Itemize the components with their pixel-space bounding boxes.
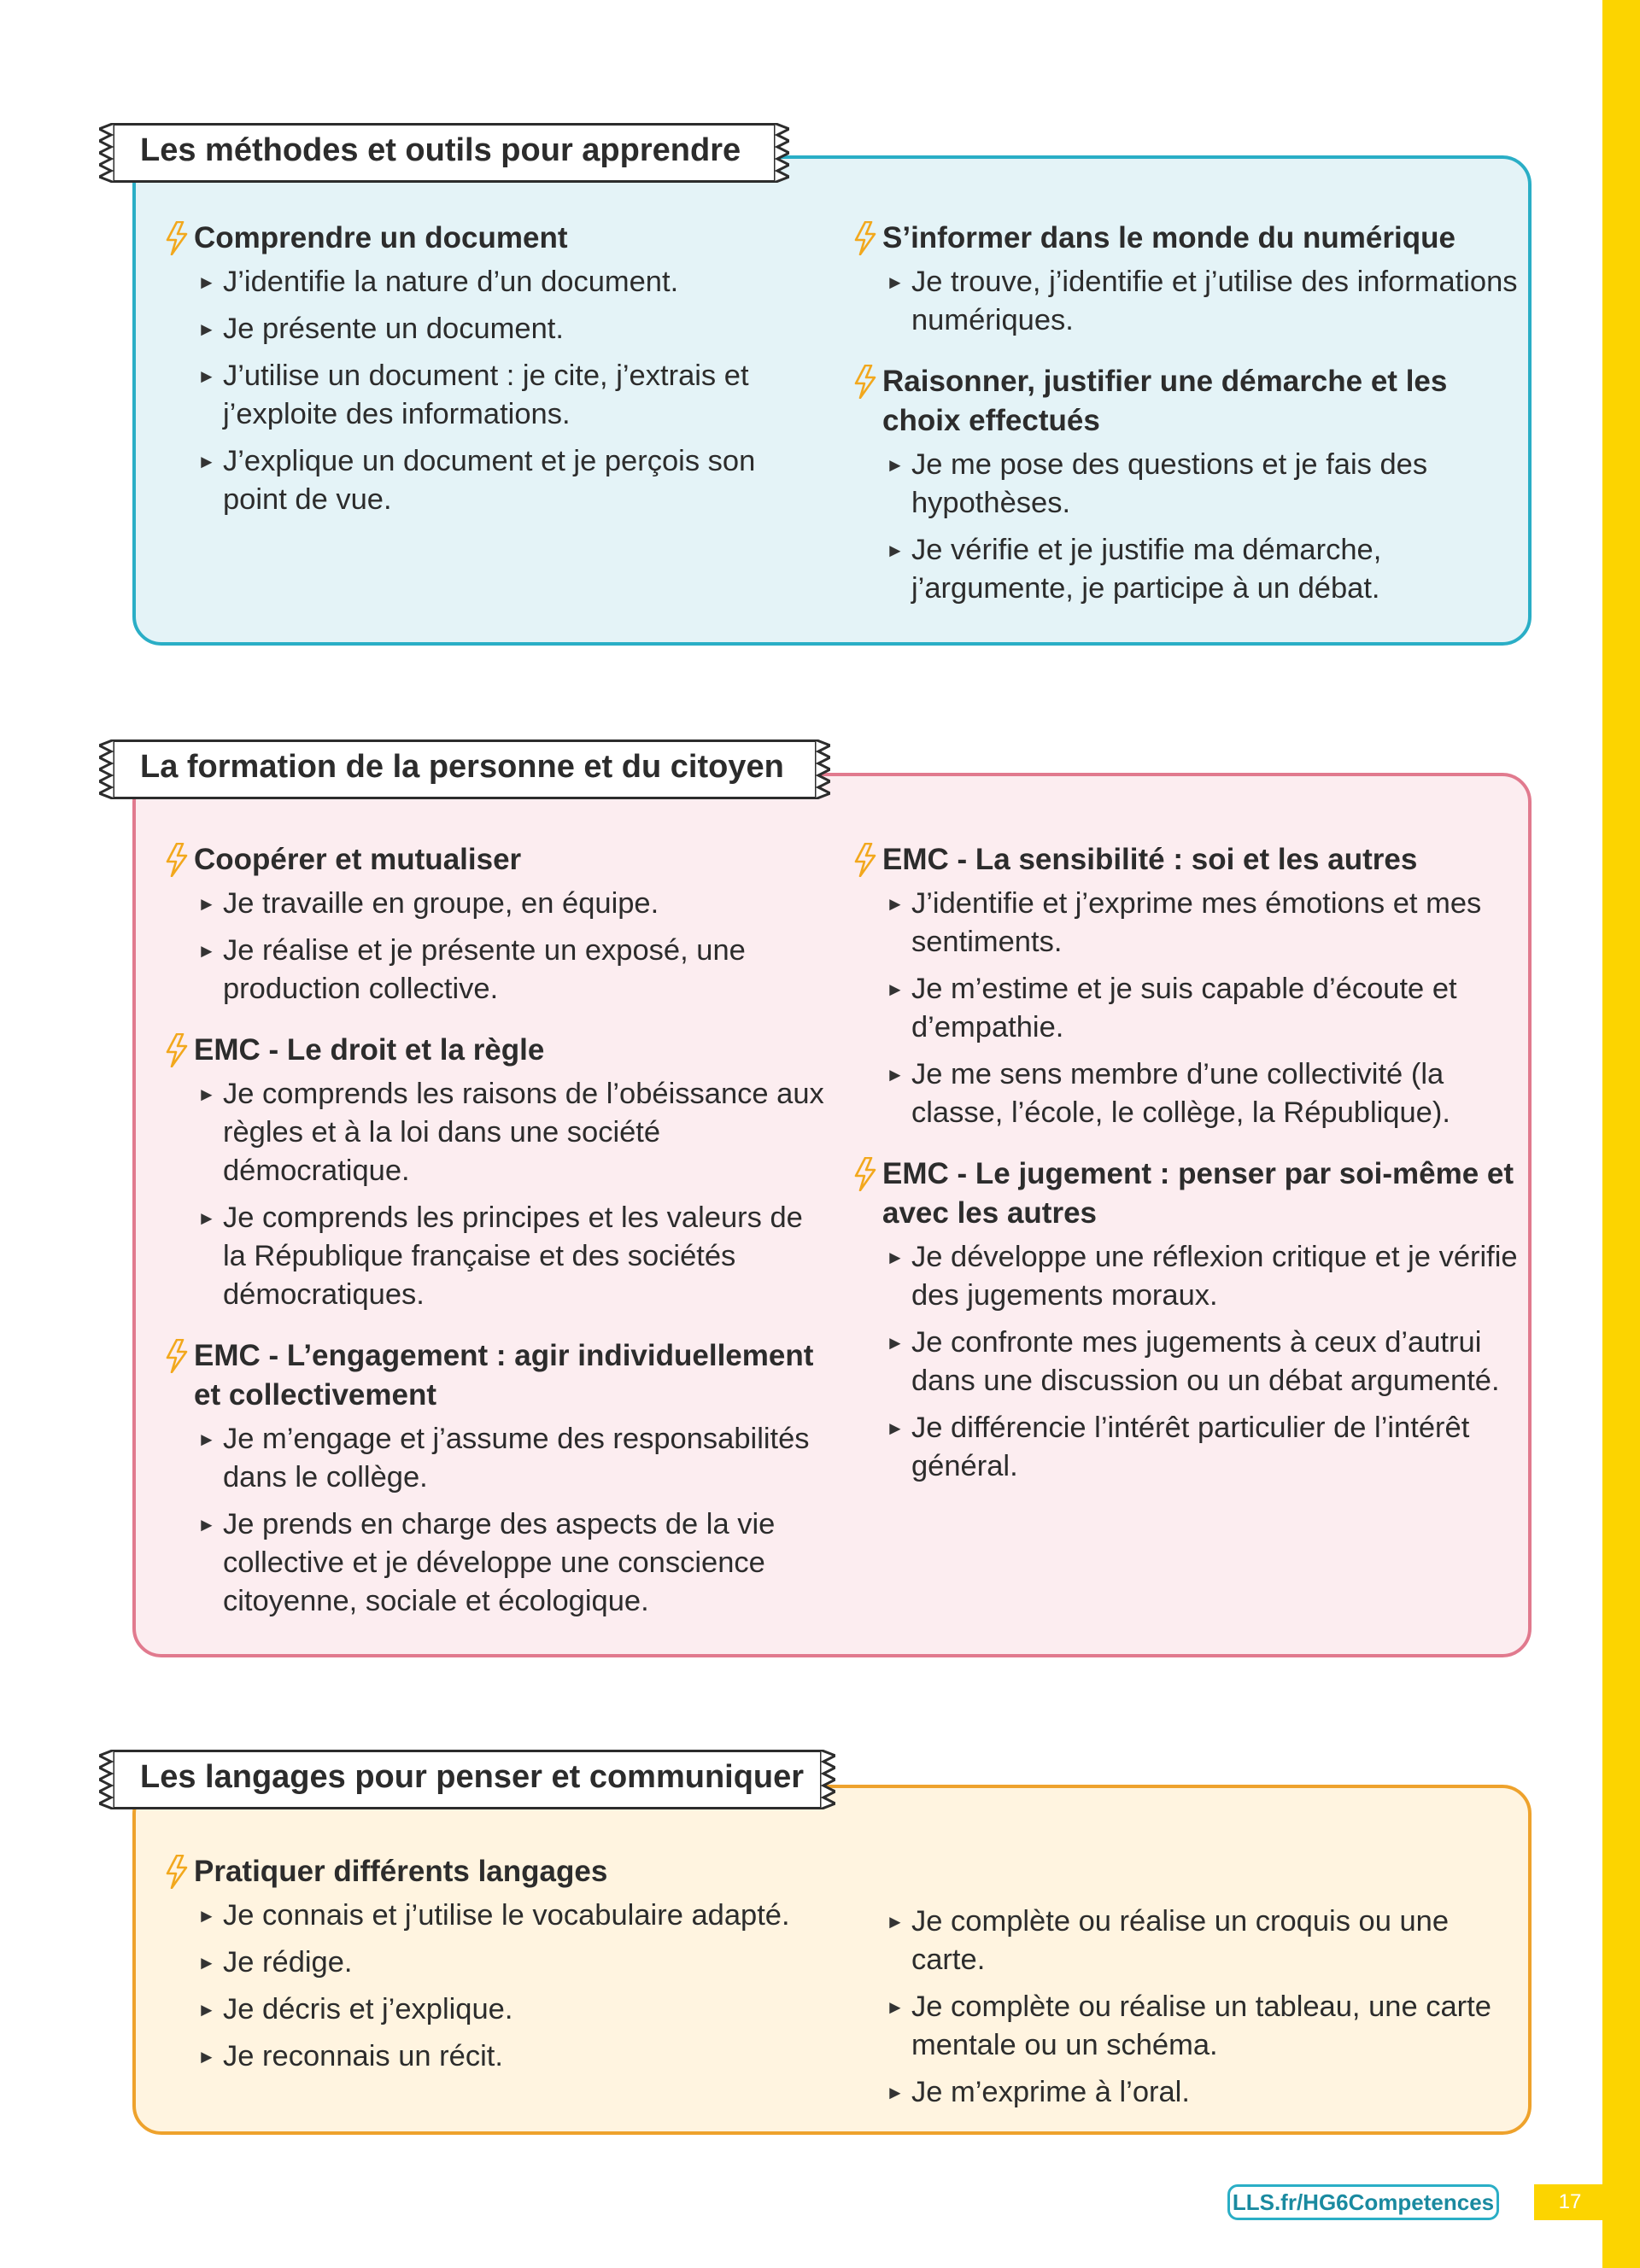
competence-group-title-text: Raisonner, justifier une démarche et les choix effectués xyxy=(882,365,1448,437)
competence-item xyxy=(197,1420,831,1497)
competence-item-text: Je différencie l’intérêt particulier de l’intérêt général. xyxy=(911,1412,1470,1482)
competence-item xyxy=(197,263,814,301)
competence-group-title xyxy=(165,1336,831,1415)
lightning-icon xyxy=(165,843,189,877)
section-citizen-title-banner xyxy=(111,739,818,799)
section-methods-title-banner xyxy=(111,123,777,183)
competence-item xyxy=(197,2037,831,2076)
competence-group-title-text: Comprendre un document xyxy=(194,221,568,254)
competence-list xyxy=(165,1897,831,2076)
competence-group-title xyxy=(853,1154,1520,1233)
arrow-bullet-icon: ► xyxy=(197,451,216,472)
competence-item-text: Je rédige. xyxy=(223,1946,353,1979)
competence-item xyxy=(197,1199,831,1314)
zigzag-edge-icon xyxy=(774,123,789,183)
competence-group-title-text: EMC - La sensibilité : soi et les autres xyxy=(882,843,1418,876)
competence-group xyxy=(165,1031,831,1314)
competence-list xyxy=(853,1903,1520,2112)
arrow-bullet-icon: ► xyxy=(886,1247,905,1268)
competence-item-text: J’utilise un document : je cite, j’extrais et j’exploite des informations. xyxy=(223,359,749,430)
section-languages-title-banner xyxy=(111,1750,823,1809)
competence-item xyxy=(886,531,1520,608)
competence-item xyxy=(886,1988,1520,2065)
arrow-bullet-icon: ► xyxy=(886,1996,905,2018)
competence-item-text: Je travaille en groupe, en équipe. xyxy=(223,887,659,920)
competence-item xyxy=(197,1075,831,1190)
lightning-icon xyxy=(853,843,877,877)
competence-item xyxy=(197,885,831,923)
competence-item-text: Je complète ou réalise un croquis ou une carte. xyxy=(911,1905,1450,1976)
lightning-icon xyxy=(165,1339,189,1373)
competence-group-title-text: Coopérer et mutualiser xyxy=(194,843,522,876)
competence-item xyxy=(886,1238,1520,1315)
competence-item-text: Je m’estime et je suis capable d’écoute et d’empathie. xyxy=(911,973,1457,1043)
competence-item xyxy=(197,932,831,1008)
competence-group-title xyxy=(853,219,1520,258)
zigzag-edge-icon xyxy=(99,123,114,183)
section-citizen-left-column xyxy=(165,840,831,1643)
competence-item xyxy=(197,357,814,434)
competence-item-text: Je présente un document. xyxy=(223,313,564,345)
competence-list xyxy=(853,885,1520,1132)
competence-group xyxy=(165,1336,831,1621)
competence-list xyxy=(165,263,814,519)
lightning-icon xyxy=(165,221,189,255)
competence-group xyxy=(853,1903,1520,2112)
competence-group-title xyxy=(853,362,1520,441)
competence-group-title-text: Pratiquer différents langages xyxy=(194,1855,608,1888)
competence-item-text: Je confronte mes jugements à ceux d’autrui dans une discussion ou un débat argumenté. xyxy=(911,1326,1500,1397)
competence-group-title-text: EMC - L’engagement : agir individuellement et collectivement xyxy=(194,1339,814,1412)
lightning-icon xyxy=(165,1855,189,1889)
competence-item xyxy=(886,446,1520,523)
competence-item xyxy=(197,310,814,348)
arrow-bullet-icon: ► xyxy=(886,540,905,561)
competence-group xyxy=(165,1852,831,2076)
page-number: 17 xyxy=(1534,2184,1606,2220)
competence-item-text: Je me sens membre d’une collectivité (la classe, l’école, le collège, la République). xyxy=(911,1058,1450,1129)
competence-item xyxy=(886,1055,1520,1132)
competence-item-text: Je comprends les principes et les valeurs de la République française et des sociétés démocratiques. xyxy=(223,1201,803,1311)
competence-item-text: Je prends en charge des aspects de la vie collective et je développe une conscience citoyenne, sociale et écologique. xyxy=(223,1508,776,1617)
competence-list xyxy=(853,1238,1520,1486)
section-methods-left-column xyxy=(165,219,814,541)
section-methods-right-column xyxy=(853,219,1520,630)
competence-item-text: Je décris et j’explique. xyxy=(223,1993,513,2025)
competence-list xyxy=(165,885,831,1008)
competence-item xyxy=(197,442,814,519)
section-methods xyxy=(132,155,1532,646)
arrow-bullet-icon: ► xyxy=(197,940,216,962)
competence-item xyxy=(197,1505,831,1621)
arrow-bullet-icon: ► xyxy=(197,1084,216,1105)
arrow-bullet-icon: ► xyxy=(886,1911,905,1932)
competence-item-text: Je reconnais un récit. xyxy=(223,2040,503,2072)
section-methods-title: Les méthodes et outils pour apprendre xyxy=(140,132,741,168)
lightning-icon xyxy=(853,365,877,399)
competence-group xyxy=(853,840,1520,1132)
page-edge-bar xyxy=(1602,0,1640,2268)
arrow-bullet-icon: ► xyxy=(197,1952,216,1973)
arrow-bullet-icon: ► xyxy=(886,272,905,293)
arrow-bullet-icon: ► xyxy=(197,893,216,915)
lightning-icon xyxy=(853,1157,877,1191)
competence-group-title xyxy=(853,840,1520,880)
arrow-bullet-icon: ► xyxy=(197,1999,216,2020)
competence-group xyxy=(165,840,831,1008)
competence-group-title-text: S’informer dans le monde du numérique xyxy=(882,221,1456,254)
competence-group-title xyxy=(165,219,814,258)
section-languages-title: Les langages pour penser et communiquer xyxy=(140,1759,805,1795)
section-citizen-right-column xyxy=(853,840,1520,1508)
section-citizen-title: La formation de la personne et du citoyen xyxy=(140,749,784,785)
competence-item xyxy=(886,263,1520,340)
competence-group-title xyxy=(165,1852,831,1891)
competence-item xyxy=(886,970,1520,1047)
competence-item-text: Je développe une réflexion critique et je vérifie des jugements moraux. xyxy=(911,1241,1518,1312)
competence-item-text: Je me pose des questions et je fais des hypothèses. xyxy=(911,448,1428,519)
competence-list xyxy=(853,263,1520,340)
competence-group xyxy=(853,362,1520,608)
arrow-bullet-icon: ► xyxy=(886,1064,905,1085)
section-languages-left-column xyxy=(165,1852,831,2098)
arrow-bullet-icon: ► xyxy=(886,1418,905,1439)
competence-item-text: Je m’exprime à l’oral. xyxy=(911,2076,1190,2108)
section-languages-right-column xyxy=(853,1897,1520,2134)
arrow-bullet-icon: ► xyxy=(197,1207,216,1229)
arrow-bullet-icon: ► xyxy=(197,1429,216,1450)
competence-group xyxy=(853,1154,1520,1486)
section-citizen xyxy=(132,773,1532,1657)
arrow-bullet-icon: ► xyxy=(197,365,216,387)
zigzag-edge-icon xyxy=(820,1750,835,1809)
competence-item-text: Je trouve, j’identifie et j’utilise des informations numériques. xyxy=(911,266,1518,336)
arrow-bullet-icon: ► xyxy=(886,454,905,476)
competence-item-text: Je comprends les raisons de l’obéissance aux règles et à la loi dans une société démocratique. xyxy=(223,1078,824,1187)
competence-group xyxy=(853,219,1520,340)
competence-item xyxy=(886,1324,1520,1400)
competence-list xyxy=(853,446,1520,608)
competence-group xyxy=(165,219,814,519)
competence-item xyxy=(886,885,1520,962)
arrow-bullet-icon: ► xyxy=(197,1514,216,1535)
competence-group-title xyxy=(165,1031,831,1070)
competence-item-text: Je m’engage et j’assume des responsabilités dans le collège. xyxy=(223,1423,810,1493)
zigzag-edge-icon xyxy=(815,739,830,799)
arrow-bullet-icon: ► xyxy=(886,2082,905,2103)
competence-item xyxy=(886,1409,1520,1486)
competence-item xyxy=(886,2073,1520,2112)
competence-item-text: J’explique un document et je perçois son point de vue. xyxy=(223,445,756,516)
section-languages xyxy=(132,1785,1532,2135)
competence-item xyxy=(197,1897,831,1935)
competence-list xyxy=(165,1420,831,1621)
lightning-icon xyxy=(165,1033,189,1067)
companion-site-link[interactable]: LLS.fr/HG6Competences xyxy=(1227,2184,1499,2220)
competence-item-text: Je réalise et je présente un exposé, une production collective. xyxy=(223,934,746,1005)
competence-group-title xyxy=(165,840,831,880)
zigzag-edge-icon xyxy=(99,739,114,799)
competence-item-text: Je complète ou réalise un tableau, une carte mentale ou un schéma. xyxy=(911,1990,1491,2061)
zigzag-edge-icon xyxy=(99,1750,114,1809)
competence-item-text: J’identifie et j’exprime mes émotions et mes sentiments. xyxy=(911,887,1482,958)
competence-group-title-text: EMC - Le jugement : penser par soi-même et avec les autres xyxy=(882,1157,1514,1230)
arrow-bullet-icon: ► xyxy=(886,893,905,915)
competence-item-text: J’identifie la nature d’un document. xyxy=(223,266,679,298)
arrow-bullet-icon: ► xyxy=(197,2046,216,2067)
competence-group-title-text: EMC - Le droit et la règle xyxy=(194,1033,545,1067)
arrow-bullet-icon: ► xyxy=(197,319,216,340)
competence-item-text: Je vérifie et je justifie ma démarche, j’argumente, je participe à un débat. xyxy=(911,534,1382,605)
competence-item-text: Je connais et j’utilise le vocabulaire adapté. xyxy=(223,1899,790,1932)
arrow-bullet-icon: ► xyxy=(886,1332,905,1353)
competence-list xyxy=(165,1075,831,1314)
arrow-bullet-icon: ► xyxy=(197,1905,216,1926)
competence-item xyxy=(197,1990,831,2029)
competence-item xyxy=(886,1903,1520,1979)
arrow-bullet-icon: ► xyxy=(886,979,905,1000)
arrow-bullet-icon: ► xyxy=(197,272,216,293)
lightning-icon xyxy=(853,221,877,255)
competence-item xyxy=(197,1944,831,1982)
